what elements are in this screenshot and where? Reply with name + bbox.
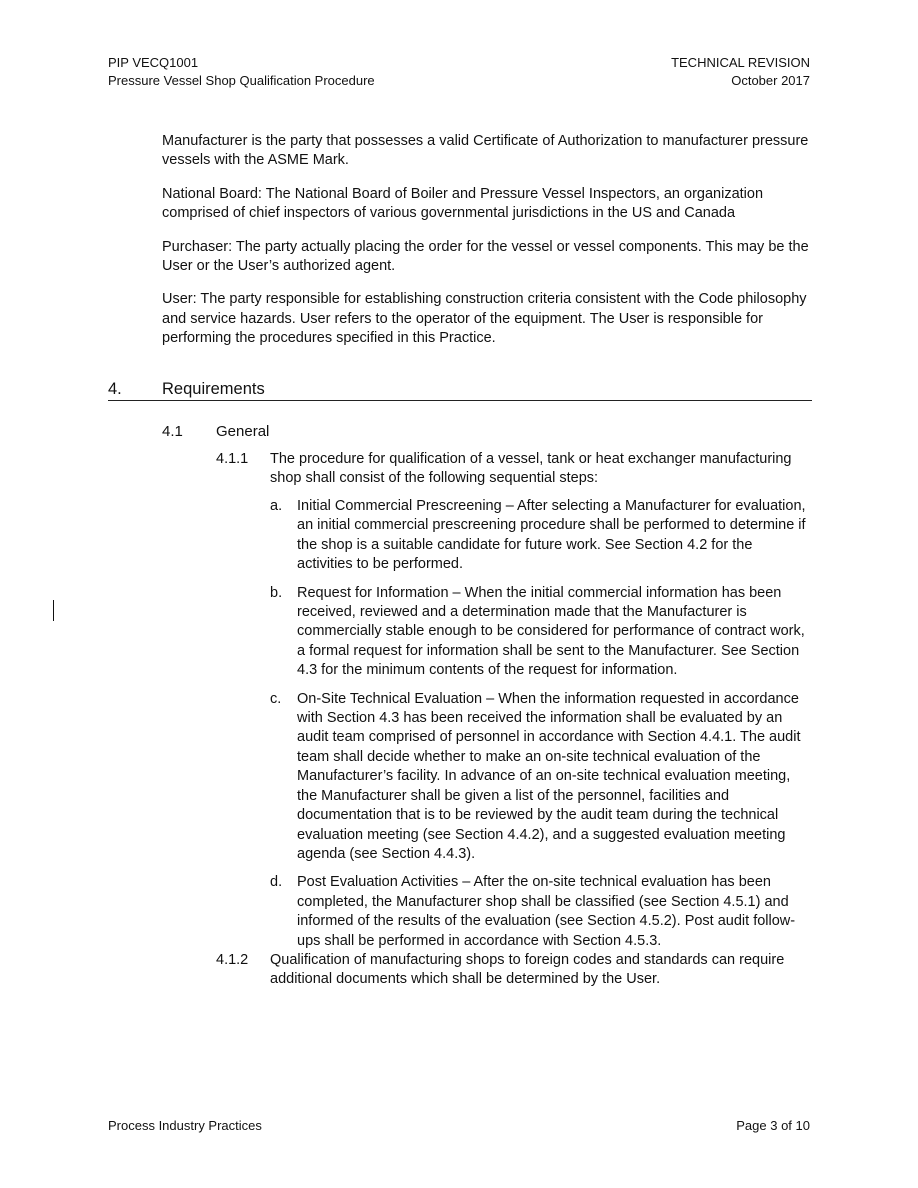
list-item-text: Initial Commercial Prescreening – After selecting a Manufacturer for evaluation, an initial commercial prescreening procedure shall be performed to determine if the shop is a suitable candidate for future work. See Section 4.2 for the activities to be performed. [297, 498, 806, 573]
section-number: 4. [108, 380, 122, 398]
list-item [270, 690, 812, 865]
paragraph-4-1-2 [216, 951, 812, 990]
paragraph-number: 4.1.1 [216, 451, 249, 467]
list-item-text: Post Evaluation Activities – After the on-site technical evaluation has been completed, the Manufacturer shop shall be classified (see Section 4.5.1) and informed of the results of the evaluation (see Section 4.5.2). Post audit follow-ups shall be performed in accordance with Section 4.5.3. [297, 874, 796, 949]
footer-page-number: Page 3 of 10 [736, 1118, 810, 1133]
page-header-right [671, 54, 810, 90]
list-item [270, 497, 812, 575]
list-item-label: d. [270, 874, 283, 891]
list-item-text: Request for Information – When the initial commercial information has been received, reviewed and a determination made that the Manufacturer is commercially stable enough to be considered for performance of contract work, a formal request for information shall be sent to the Manufacturer. See Section 4.3 for the minimum contents of the request for information. [297, 584, 805, 679]
definition-manufacturer: Manufacturer is the party that possesses a valid Certificate of Authorization to manufacturer pressure vessels with the ASME Mark. [162, 133, 809, 169]
revision-type: TECHNICAL REVISION [671, 55, 810, 70]
page-header-left [108, 54, 375, 90]
list-item [270, 584, 812, 681]
paragraph-4-1-1 [216, 450, 812, 489]
definitions-block [162, 132, 812, 363]
doc-title: Pressure Vessel Shop Qualification Procedure [108, 73, 375, 88]
paragraph-text: The procedure for qualification of a vessel, tank or heat exchanger manufacturing shop shall consist of the following sequential steps: [270, 451, 792, 487]
paragraph-number: 4.1.2 [216, 952, 249, 968]
definition-user: User: The party responsible for establishing construction criteria consistent with the Code philosophy and service hazards. User refers to the operator of the equipment. The User is responsible for performing the procedures specified in this Practice. [162, 291, 807, 347]
list-item-label: b. [270, 584, 283, 601]
list-item-label: c. [270, 690, 282, 707]
subsection-number: 4.1 [162, 423, 183, 440]
paragraph-text: Qualification of manufacturing shops to foreign codes and standards can require additional documents which shall be determined by the User. [270, 952, 785, 988]
definition-national-board: National Board: The National Board of Boiler and Pressure Vessel Inspectors, an organization comprised of chief inspectors of various governmental jurisdictions in the US and Canada [162, 185, 764, 222]
subsection-heading [162, 422, 269, 442]
list-item-label: a. [270, 498, 283, 514]
section-title: Requirements [162, 380, 265, 398]
step-list [270, 497, 812, 960]
list-item [270, 873, 812, 951]
revision-date: October 2017 [731, 73, 810, 88]
subsection-title: General [216, 423, 270, 440]
doc-id: PIP VECQ1001 [108, 55, 199, 70]
section-heading [108, 378, 812, 401]
footer-org: Process Industry Practices [108, 1118, 262, 1133]
definition-purchaser: Purchaser: The party actually placing the order for the vessel or vessel components. This may be the User or the User’s authorized agent. [162, 238, 809, 275]
list-item-text: On-Site Technical Evaluation – When the information requested in accordance with Section 4.3 has been received the information shall be evaluated by an audit team comprised of personnel in accordance with Section 4.4.1. The audit team shall decide whether to make an on-site technical evaluation of the Manufacturer’s facility. In advance of an on-site technical evaluation meeting, the Manufacturer shall be given a list of the personnel, facilities and documentation that is to be reviewed by the audit team during the technical evaluation meeting (see Section 4.4.2), and a suggested evaluation meeting agenda (see Section 4.4.3). [297, 690, 801, 862]
revision-change-bar [53, 600, 54, 621]
